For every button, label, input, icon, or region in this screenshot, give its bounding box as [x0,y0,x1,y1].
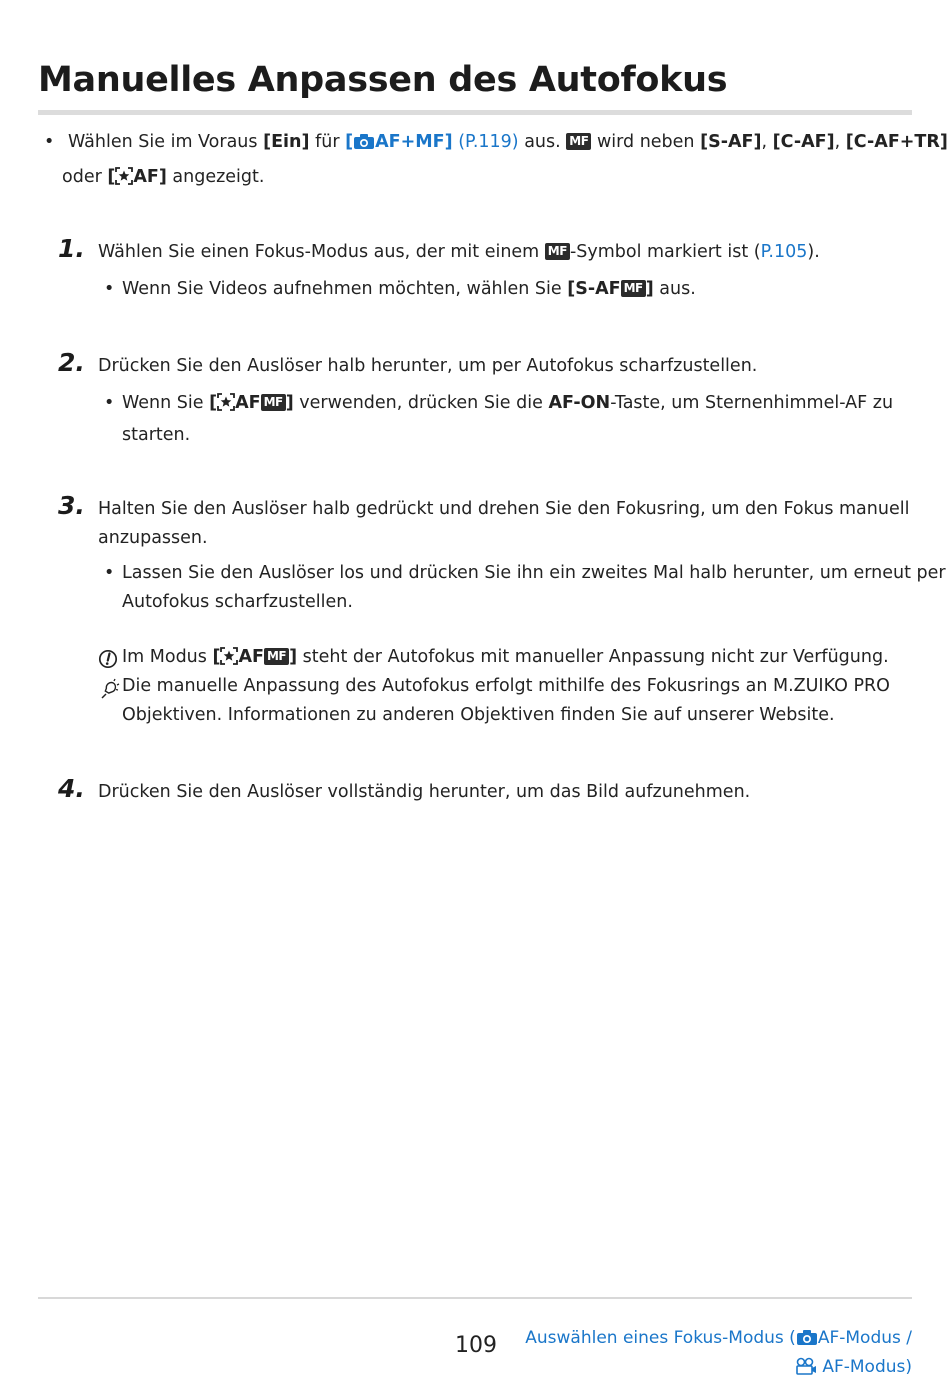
bullet-dot: • [104,563,115,583]
caution-note: Im Modus [ AF MF ] steht der Autofokus mit manueller Anpassung nicht zur Verfügung. [98,643,912,675]
bullet-dot: • [104,279,115,299]
step-3-text: Halten Sie den Auslöser halb gedrückt und drehen Sie den Fokusring, um den Fokus manuell anzupassen. [98,499,910,548]
intro-text: Wählen Sie im Voraus [Ein] für [ AF+MF] (P.119) aus. MF wird neben [S-AF], [C-AF], [C-AF+TR] oder [ AF] angezeigt. [68,128,948,195]
mf-badge: MF [261,394,286,411]
mf-badge: MF [545,243,570,260]
step-3-number: 3. [58,491,85,520]
step-3-bullet: • Lassen Sie den Auslöser los und drücken Sie ihn ein zweites Mal halb herunter, um erneut per Autofokus scharfzustellen. [104,559,912,617]
starry-sky-af-icon [115,166,133,195]
step-2-bullet: • Wenn Sie [ AF MF ] verwenden, drücken Sie die AF-ON-Taste, um Sternenhimmel-AF zu starten. [104,389,912,450]
step-1-number: 1. [58,234,85,263]
bullet-dot: • [44,132,55,152]
step-2-text: Drücken Sie den Auslöser halb herunter, um per Autofokus scharfzustellen. [98,356,758,376]
movie-camera-icon [795,1357,817,1383]
page-title: Manuelles Anpassen des Autofokus [38,60,728,100]
footer-divider [38,1297,912,1299]
camera-icon [353,131,375,160]
bullet-dot: • [104,393,115,413]
mf-badge: MF [566,133,591,150]
title-divider [38,110,912,115]
starry-sky-af-icon [220,646,238,675]
tip-icon [98,672,122,730]
mf-badge: MF [264,648,289,665]
mf-badge: MF [621,280,646,297]
step-2-number: 2. [58,348,85,377]
caution-icon [98,643,122,675]
page-ref-119[interactable]: (P.119) [458,132,519,152]
step-4-text: Drücken Sie den Auslöser vollständig herunter, um das Bild aufzunehmen. [98,782,751,802]
starry-sky-af-icon [217,392,235,421]
tip-note: Die manuelle Anpassung des Autofokus erfolgt mithilfe des Fokusrings an M.ZUIKO PRO Objektiven. Informationen zu anderen Objektiven finden Sie auf unserer Website. [98,672,912,730]
step-1-text: Wählen Sie einen Fokus-Modus aus, der mit einem MF -Symbol markiert ist (P.105). [98,242,820,262]
page-number: 109 [455,1333,497,1358]
step-1-bullet: • Wenn Sie Videos aufnehmen möchten, wählen Sie [S-AF MF ] aus. [104,275,912,304]
footer-section-link[interactable]: Auswählen eines Fokus-Modus ( AF-Modus / AF-Modus) [512,1325,912,1383]
step-4-number: 4. [58,774,85,803]
page-ref-105[interactable]: P.105 [760,242,808,262]
intro-bullet [44,128,948,195]
camera-icon [796,1328,818,1354]
af-mf-link[interactable]: [ AF+MF] [345,132,453,152]
